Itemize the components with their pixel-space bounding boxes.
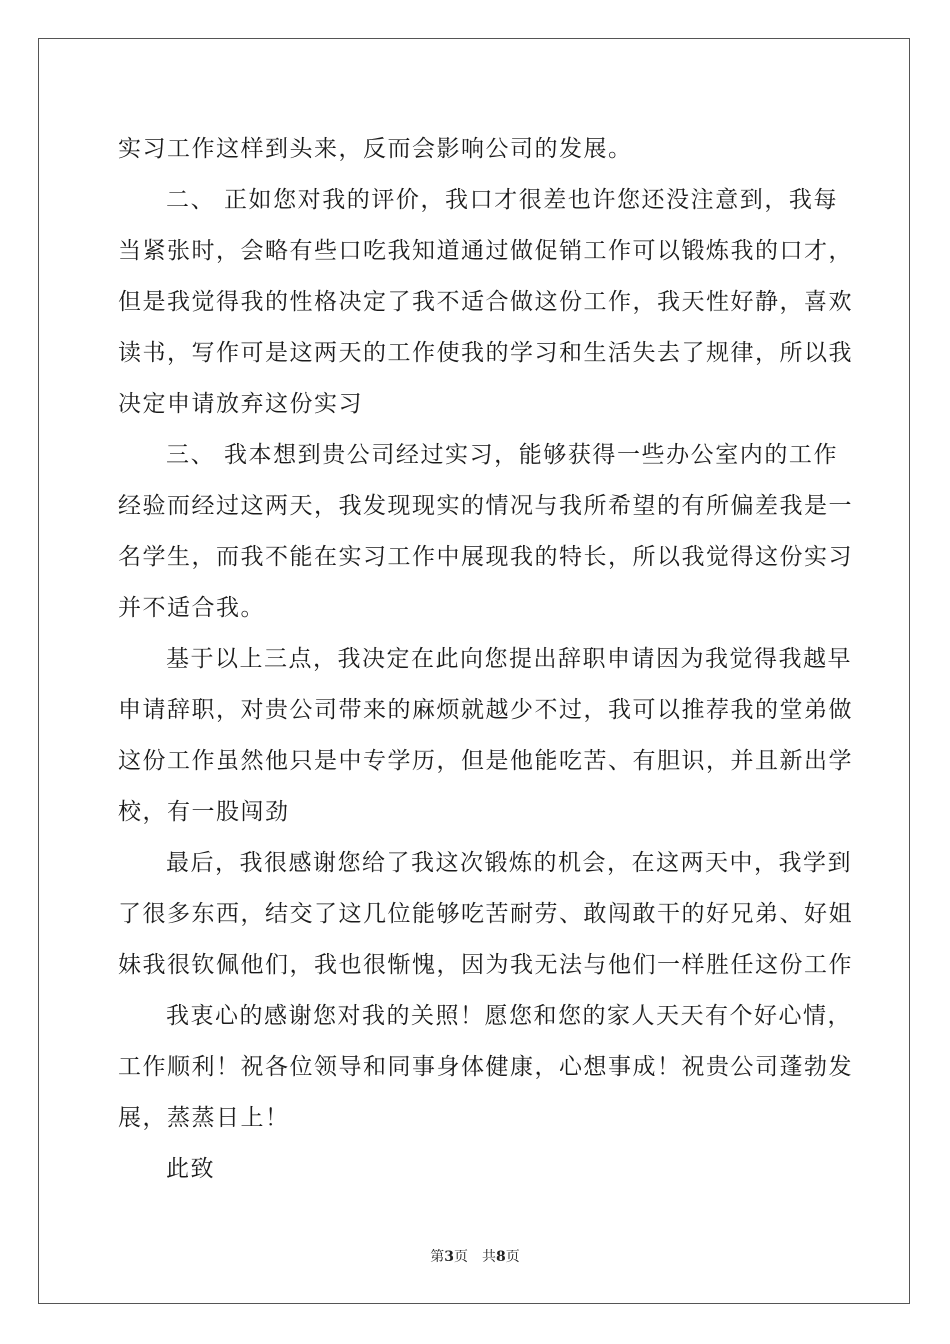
- document-body: [118, 124, 853, 1195]
- text-line: 读书，写作可是这两天的工作使我的学习和生活失去了规律，所以我: [118, 340, 853, 366]
- text-line: 妹我很钦佩他们，我也很惭愧，因为我无法与他们一样胜任这份工作: [118, 952, 853, 978]
- text-line: 经验而经过这两天，我发现现实的情况与我所希望的有所偏差我是一: [118, 493, 853, 519]
- text-line: 我衷心的感谢您对我的关照！愿您和您的家人天天有个好心情，: [166, 1003, 852, 1029]
- text-line: 并不适合我。: [118, 595, 265, 621]
- text-line: 这份工作虽然他只是中专学历，但是他能吃苦、有胆识，并且新出学: [118, 748, 853, 774]
- total-page-count: 8: [496, 1249, 506, 1265]
- closing-line: 此致: [166, 1156, 215, 1182]
- footer-suffix: 页: [505, 1249, 520, 1265]
- footer-mid: 页 共: [454, 1249, 496, 1265]
- text-line: 二、 正如您对我的评价，我口才很差也许您还没注意到，我每: [166, 187, 838, 213]
- current-page-number: 3: [444, 1249, 454, 1265]
- text-line: 最后，我很感谢您给了我这次锻炼的机会，在这两天中，我学到: [166, 850, 852, 876]
- text-line: 名学生，而我不能在实习工作中展现我的特长，所以我觉得这份实习: [118, 544, 853, 570]
- text-line: 工作顺利！祝各位领导和同事身体健康，心想事成！祝贵公司蓬勃发: [118, 1054, 853, 1080]
- text-line: 当紧张时，会略有些口吃我知道通过做促销工作可以锻炼我的口才，: [118, 238, 853, 264]
- text-line: 基于以上三点，我决定在此向您提出辞职申请因为我觉得我越早: [166, 646, 852, 672]
- text-line: 三、 我本想到贵公司经过实习，能够获得一些办公室内的工作: [166, 442, 838, 468]
- text-line: 但是我觉得我的性格决定了我不适合做这份工作，我天性好静，喜欢: [118, 289, 853, 315]
- page-footer: [0, 1246, 950, 1266]
- footer-prefix: 第: [430, 1249, 445, 1265]
- text-line: 实习工作这样到头来，反而会影响公司的发展。: [118, 136, 633, 162]
- text-line: 申请辞职，对贵公司带来的麻烦就越少不过，我可以推荐我的堂弟做: [118, 697, 853, 723]
- text-line: 了很多东西，结交了这几位能够吃苦耐劳、敢闯敢干的好兄弟、好姐: [118, 901, 853, 927]
- text-line: 校，有一股闯劲: [118, 799, 290, 825]
- text-line: 决定申请放弃这份实习: [118, 391, 363, 417]
- text-line: 展，蒸蒸日上！: [118, 1105, 290, 1131]
